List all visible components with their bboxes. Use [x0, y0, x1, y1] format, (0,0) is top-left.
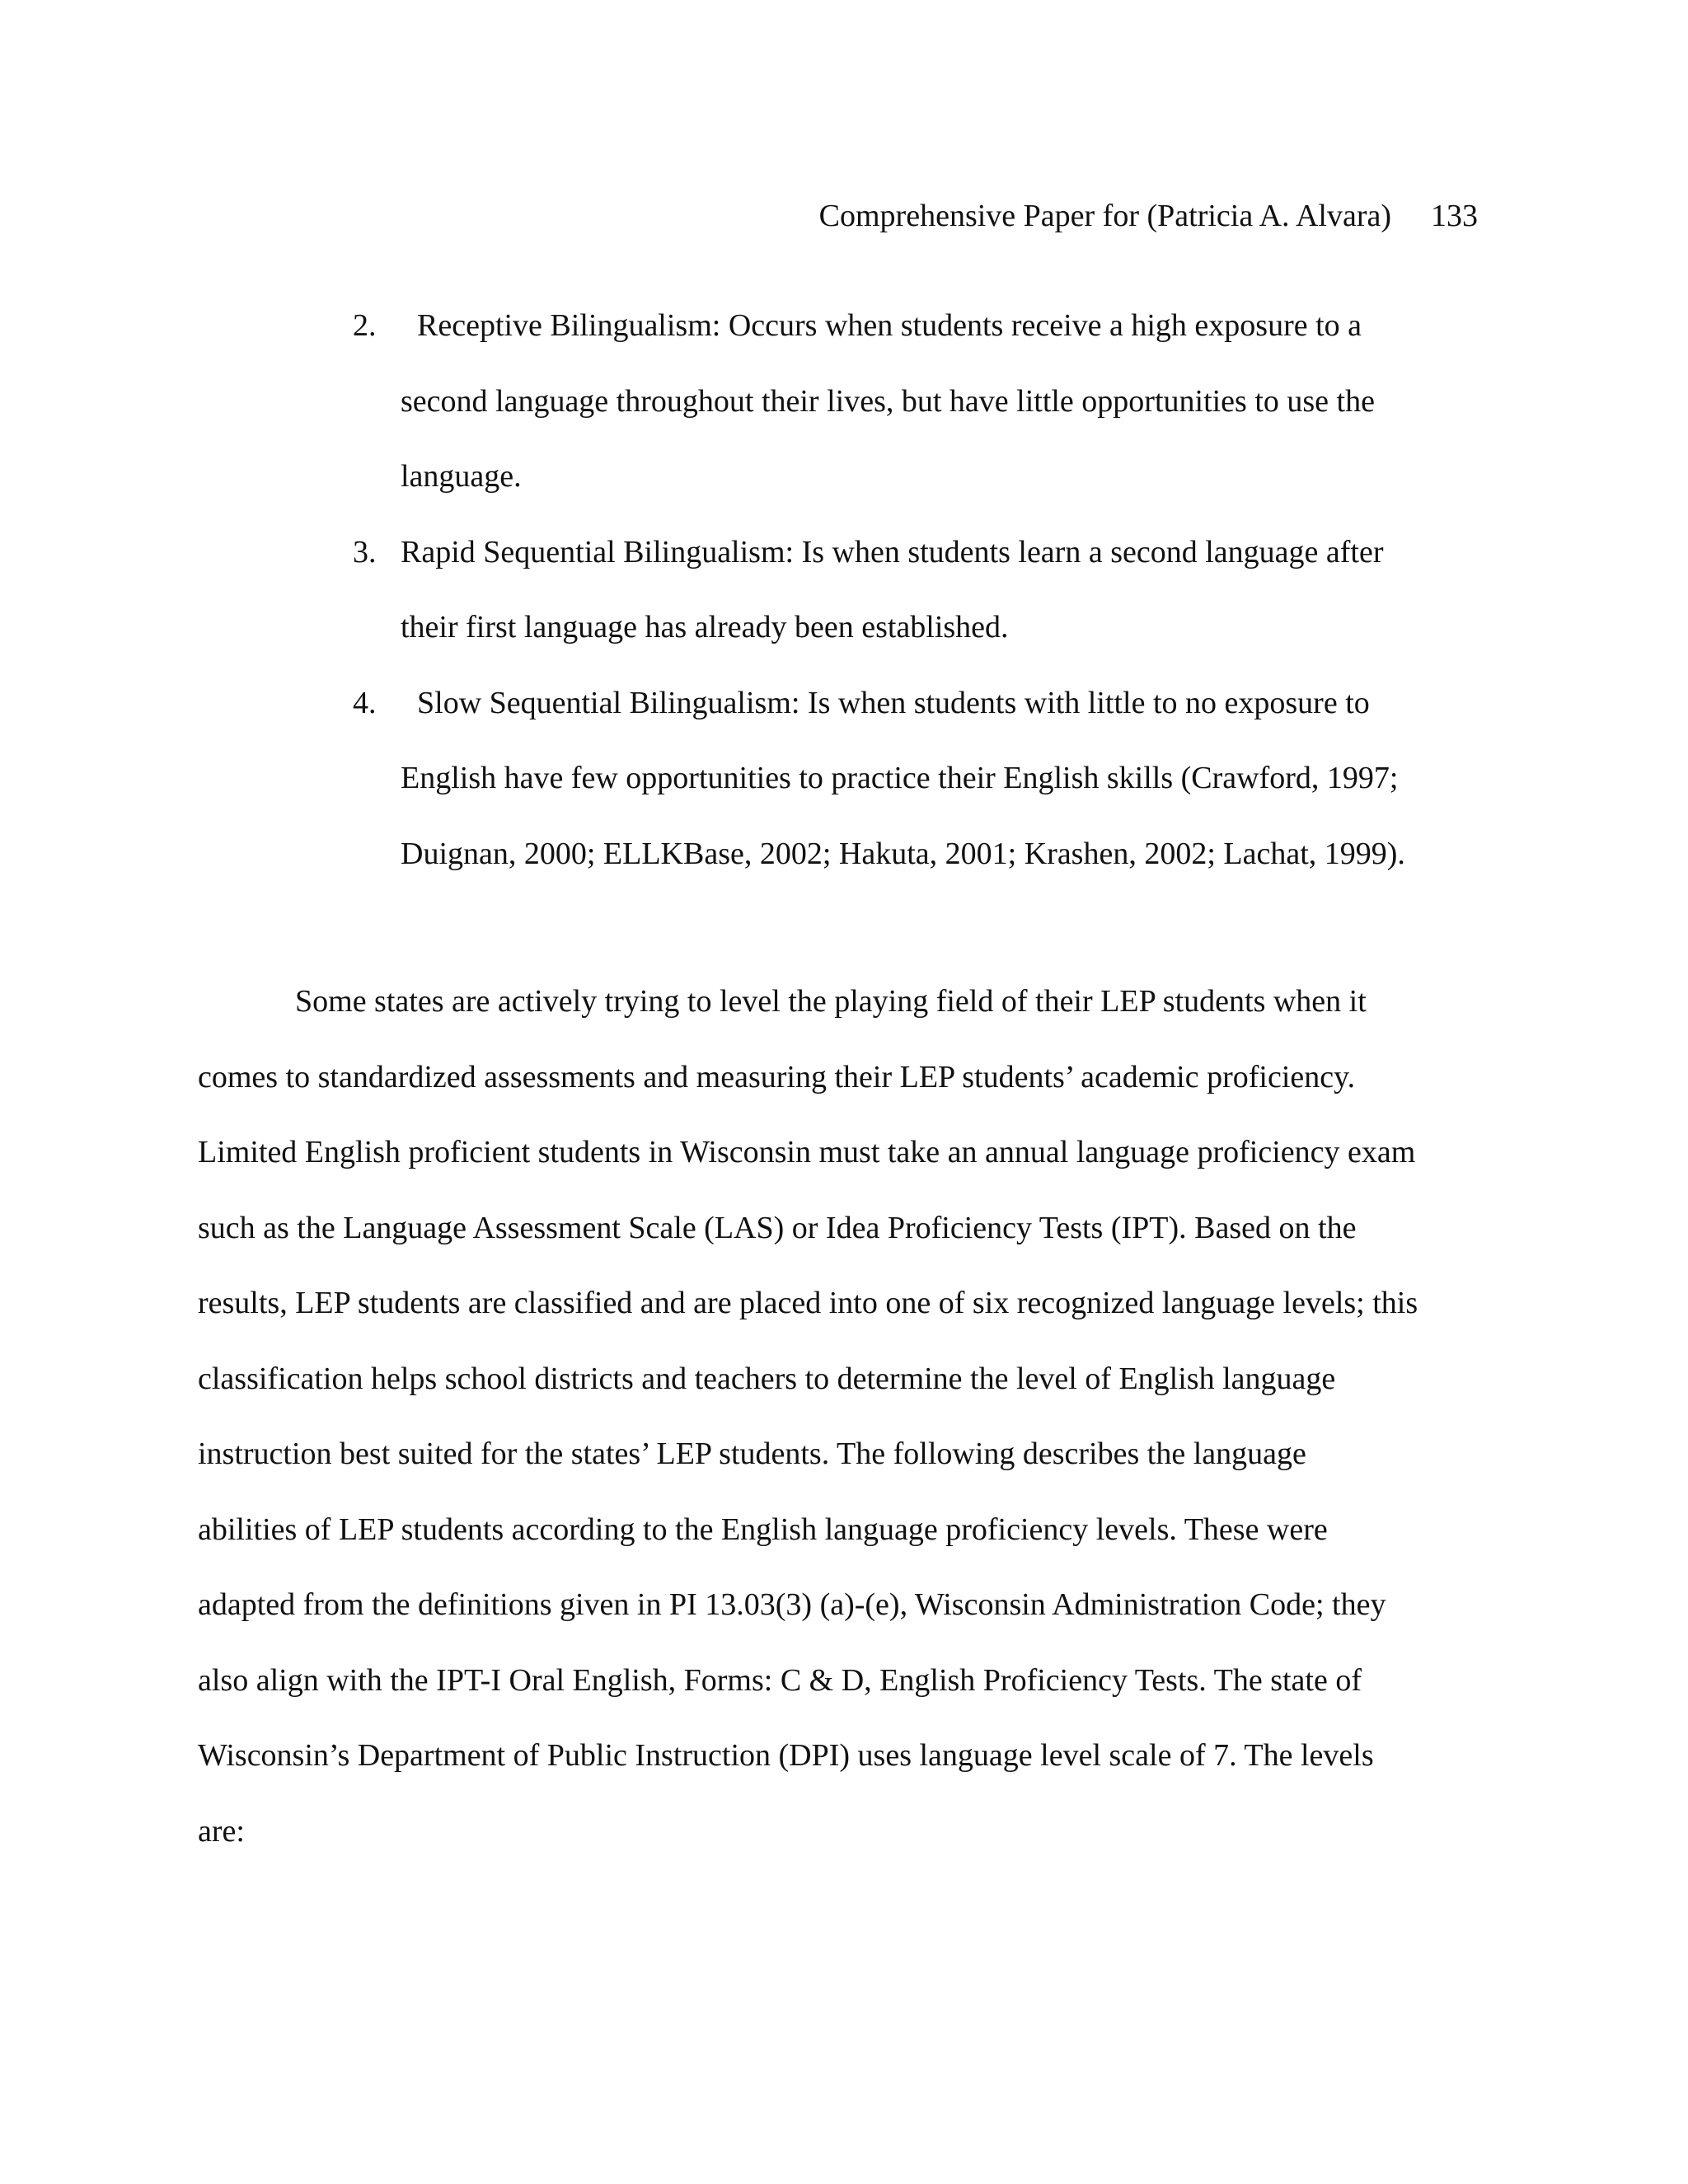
list-item-4: [353, 666, 1523, 893]
page-number: 133: [1431, 199, 1478, 233]
running-title: Comprehensive Paper for (Patricia A. Alvara): [818, 199, 1391, 233]
paragraph-line: comes to standardized assessments and measuring their LEP students’ academic proficiency.: [198, 1059, 1356, 1094]
body-paragraph: [198, 964, 1488, 1869]
list-item-number: 3.: [353, 534, 377, 569]
numbered-list: [353, 288, 1523, 892]
paragraph-line: abilities of LEP students according to the English language proficiency levels. These were: [198, 1511, 1328, 1547]
list-item-line: language.: [401, 459, 522, 494]
paragraph-line: classification helps school districts and teachers to determine the level of English language: [198, 1361, 1336, 1396]
list-item-line: Duignan, 2000; ELLKBase, 2002; Hakuta, 2001; Krashen, 2002; Lachat, 1999).: [401, 836, 1405, 871]
list-item-line: English have few opportunities to practice their English skills (Crawford, 1997;: [401, 761, 1399, 795]
list-item-line: Slow Sequential Bilingualism: Is when students with little to no exposure to: [417, 685, 1370, 720]
paragraph-line: Wisconsin’s Department of Public Instruction (DPI) uses language level scale of 7. The levels: [198, 1738, 1374, 1773]
list-item-number: 2.: [353, 308, 377, 343]
paragraph-line: Some states are actively trying to level the playing field of their LEP students when it: [295, 984, 1367, 1019]
list-item-line: Rapid Sequential Bilingualism: Is when students learn a second language after: [401, 534, 1384, 569]
list-item-line: their first language has already been established.: [401, 610, 1009, 644]
paragraph-line: are:: [198, 1813, 245, 1849]
paragraph-line: results, LEP students are classified and are placed into one of six recognized language levels; this: [198, 1286, 1418, 1320]
list-item-2: [353, 288, 1523, 515]
paragraph-line: instruction best suited for the states’ LEP students. The following describes the language: [198, 1436, 1306, 1471]
paragraph-line: also align with the IPT-I Oral English, Forms: C & D, English Proficiency Tests. The state of: [198, 1662, 1362, 1698]
list-item-line: Receptive Bilingualism: Occurs when students receive a high exposure to a: [417, 308, 1362, 343]
paragraph-line: adapted from the definitions given in PI 13.03(3) (a)-(e), Wisconsin Administration Code; they: [198, 1587, 1386, 1622]
paragraph-line: Limited English proficient students in Wisconsin must take an annual language proficiency exam: [198, 1135, 1416, 1169]
running-header: [819, 194, 1478, 238]
list-item-3: [353, 515, 1523, 666]
paragraph-line: such as the Language Assessment Scale (LAS) or Idea Proficiency Tests (IPT). Based on the: [198, 1210, 1357, 1245]
list-item-line: second language throughout their lives, but have little opportunities to use the: [401, 383, 1375, 419]
list-item-number: 4.: [353, 685, 377, 720]
